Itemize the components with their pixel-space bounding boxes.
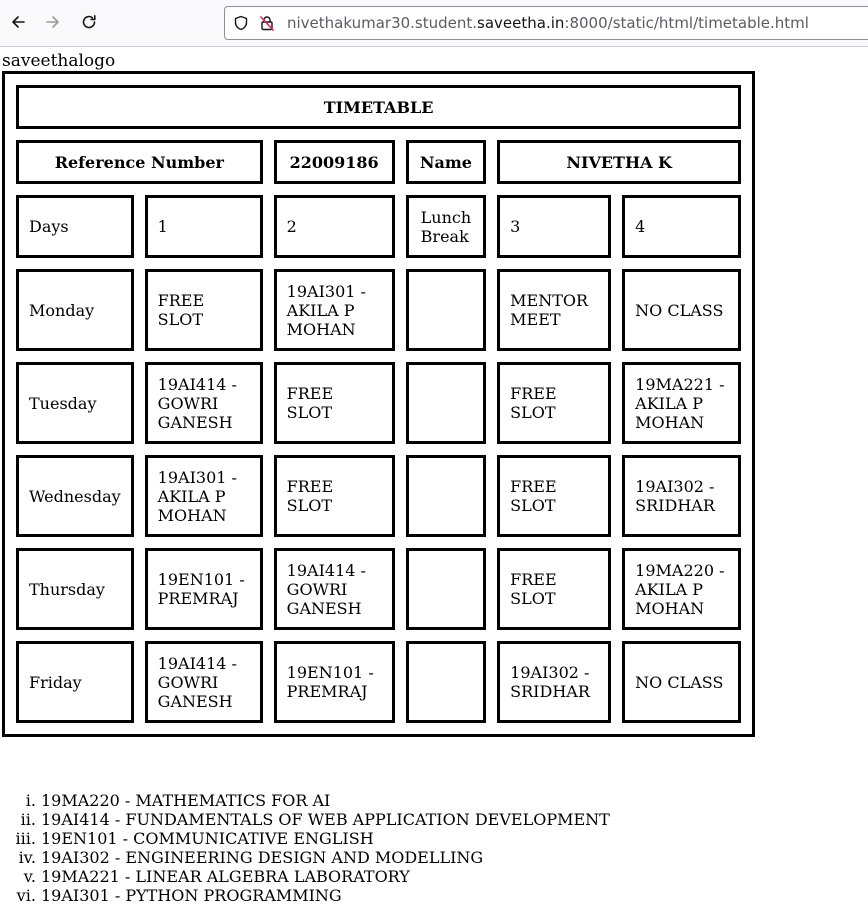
period-cell: 19EN101 -PREMRAJ xyxy=(145,548,263,630)
table-row xyxy=(16,548,741,630)
reload-icon xyxy=(80,13,98,31)
days-header: Days xyxy=(16,195,134,258)
period-cell: 19AI414 -GOWRI GANESH xyxy=(274,548,395,630)
back-arrow-icon xyxy=(9,13,27,31)
lunch-cell xyxy=(406,641,487,723)
course-list xyxy=(0,791,610,905)
day-cell: Tuesday xyxy=(16,362,134,444)
period-cell: FREE SLOT xyxy=(274,362,395,444)
period-cell: 19AI302 -SRIDHAR xyxy=(622,455,741,537)
address-bar[interactable] xyxy=(224,6,868,40)
period-cell: 19AI301 -AKILA P MOHAN xyxy=(274,269,395,351)
period-cell: MENTOR MEET xyxy=(497,269,611,351)
period-cell: 19MA220 -AKILA P MOHAN xyxy=(622,548,741,630)
insecure-lock-icon[interactable] xyxy=(259,15,275,31)
period-cell: 19AI414 -GOWRI GANESH xyxy=(145,641,263,723)
timetable-title: TIMETABLE xyxy=(16,85,741,129)
table-row xyxy=(16,362,741,444)
shield-icon[interactable] xyxy=(233,15,249,31)
table-row xyxy=(16,269,741,351)
period-1-header: 1 xyxy=(145,195,263,258)
lunch-break-header: Lunch Break xyxy=(406,195,487,258)
list-item: i. 19MA220 - MATHEMATICS FOR AI xyxy=(41,791,610,810)
period-cell: 19EN101 -PREMRAJ xyxy=(274,641,395,723)
lunch-cell xyxy=(406,269,487,351)
period-cell: 19MA221 -AKILA P MOHAN xyxy=(622,362,741,444)
url-subdomain: nivethakumar30.student. xyxy=(287,14,478,32)
list-item: vi. 19AI301 - PYTHON PROGRAMMING xyxy=(41,886,610,905)
period-4-header: 4 xyxy=(622,195,741,258)
table-row xyxy=(16,641,741,723)
period-cell: FREE SLOT xyxy=(145,269,263,351)
logo-alt-text: saveethalogo xyxy=(2,51,116,71)
name-label: Name xyxy=(406,140,487,184)
list-item: v. 19MA221 - LINEAR ALGEBRA LABORATORY xyxy=(41,867,610,886)
list-item: iv. 19AI302 - ENGINEERING DESIGN AND MODELLING xyxy=(41,848,610,867)
url-text xyxy=(287,14,809,32)
url-path: :8000/static/html/timetable.html xyxy=(564,14,809,32)
name-value: NIVETHA K xyxy=(497,140,741,184)
period-cell: FREE SLOT xyxy=(497,548,611,630)
period-cell: NO CLASS xyxy=(622,641,741,723)
day-cell: Wednesday xyxy=(16,455,134,537)
period-cell: FREE SLOT xyxy=(274,455,395,537)
forward-button[interactable] xyxy=(39,8,67,36)
reference-number-label: Reference Number xyxy=(16,140,263,184)
reload-button[interactable] xyxy=(75,8,103,36)
browser-toolbar xyxy=(0,0,868,47)
url-domain: saveetha.in xyxy=(477,14,565,32)
period-2-header: 2 xyxy=(274,195,395,258)
lunch-cell xyxy=(406,362,487,444)
back-button[interactable] xyxy=(4,8,32,36)
list-item: iii. 19EN101 - COMMUNICATIVE ENGLISH xyxy=(41,829,610,848)
timetable xyxy=(2,71,755,737)
lunch-cell xyxy=(406,455,487,537)
reference-number-value: 22009186 xyxy=(274,140,395,184)
day-cell: Thursday xyxy=(16,548,134,630)
lunch-cell xyxy=(406,548,487,630)
list-item: ii. 19AI414 - FUNDAMENTALS OF WEB APPLICATION DEVELOPMENT xyxy=(41,810,610,829)
day-cell: Monday xyxy=(16,269,134,351)
day-cell: Friday xyxy=(16,641,134,723)
table-row xyxy=(16,455,741,537)
period-cell: 19AI414 -GOWRI GANESH xyxy=(145,362,263,444)
period-3-header: 3 xyxy=(497,195,611,258)
period-cell: FREE SLOT xyxy=(497,455,611,537)
period-cell: NO CLASS xyxy=(622,269,741,351)
period-cell: 19AI302 -SRIDHAR xyxy=(497,641,611,723)
period-cell: FREE SLOT xyxy=(497,362,611,444)
period-cell: 19AI301 -AKILA P MOHAN xyxy=(145,455,263,537)
forward-arrow-icon xyxy=(44,13,62,31)
